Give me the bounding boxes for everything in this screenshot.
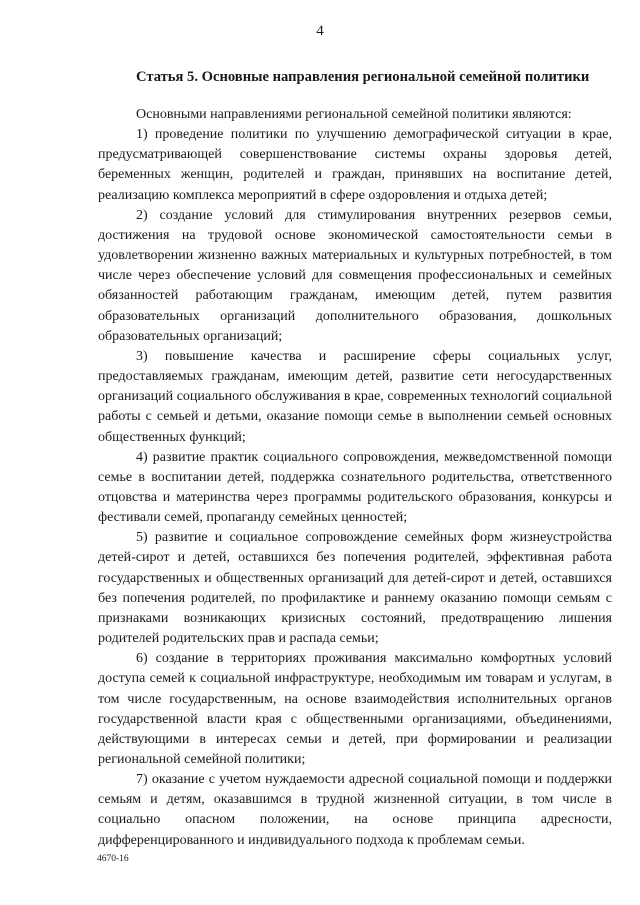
list-item-2: 2) создание условий для стимулирования внутренних резервов семьи, достижения на трудовой основе экономической самостоятельности семьи в удовлетворении жизненно важных материальных и культурных потребностей, в том числе через обеспечение условий для совмещения профессиональных и семейных обязанностей работающим гражданам, имеющим детей, путем развития образовательных организаций дополнительного образования, дошкольных образовательных организаций; (98, 207, 612, 344)
list-item-7: 7) оказание с учетом нуждаемости адресной социальной помощи и поддержки семьям и детям, оказавшимся в трудной жизненной ситуации, в том числе в социально опасном положении, на основе принципа адресности, дифференцированного и индивидуального подхода к проблемам семьи. (98, 772, 612, 848)
list-item-5: 5) развитие и социальное сопровождение семейных форм жизнеустройства детей-сирот и детей, оставшихся без попечения родителей, эффективная работа государственных и общественных организаций для детей-сирот и детей, оставшихся без попечения родителей, по профилактике и раннему оказанию помощи семьям с признаками возникающих кризисных состояний, предотвращению лишения родителей родительских прав и распада семьи; (98, 530, 612, 647)
document-code: 4670-16 (97, 854, 129, 864)
intro-paragraph: Основными направлениями региональной семейной политики являются: (136, 107, 572, 122)
article-body (98, 105, 612, 851)
list-item-3: 3) повышение качества и расширение сферы социальных услуг, предоставляемых гражданам, имеющим детей, развитие сети негосударственных организаций социального обслуживания в крае, современных технологий социальной работы с семьей и детьми, оказание помощи семье в выполнении семьей основных общественных функций; (98, 348, 612, 445)
article-title: Статья 5. Основные направления региональной семейной политики (136, 69, 590, 85)
page-number: 4 (316, 23, 324, 39)
list-item-6: 6) создание в территориях проживания максимально комфортных условий доступа семей к социальной инфраструктуре, необходимым им товарам и услугам, в том числе государственным, на основе взаимодействия исполнительных органов государственной власти края с общественными организациями, объединениями, действующими в интересах семьи и детей, при формировании и реализации региональной семейной политики; (98, 651, 612, 767)
list-item-1: 1) проведение политики по улучшению демографической ситуации в крае, предусматривающей совершенствование системы охраны здоровья детей, беременных женщин, родителей и граждан, принявших на воспитание детей, реализацию комплекса мероприятий в сфере оздоровления и отдыха детей; (98, 127, 612, 203)
list-item-4: 4) развитие практик социального сопровождения, межведомственной помощи семье в воспитании детей, поддержка сознательного родительства, ответственного отцовства и материнства через программы родительского образования, конкурсы и фестивали семей, пропаганду семейных ценностей; (98, 449, 612, 526)
